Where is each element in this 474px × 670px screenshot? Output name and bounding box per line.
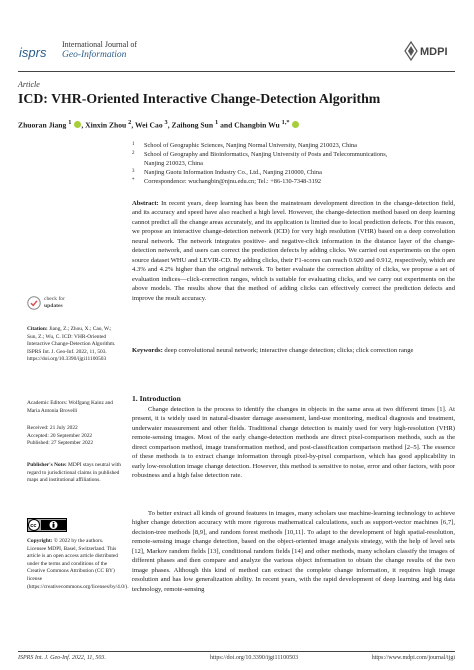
- intro-paragraph-2: [132, 509, 455, 594]
- cc-by-license-icon[interactable]: [27, 518, 67, 532]
- section-heading: 1. Introduction: [132, 394, 181, 403]
- affiliation-marker: 2: [128, 119, 132, 126]
- affiliation-number: 2: [132, 151, 135, 156]
- affiliation-marker: 1: [68, 119, 72, 126]
- affiliation-marker: 3: [164, 119, 168, 126]
- article-title: ICD: VHR-Oriented Interactive Change-Detection Algorithm: [18, 91, 381, 106]
- header-divider: [18, 71, 455, 72]
- author-list: [18, 119, 299, 130]
- author-name[interactable]: , Xinxin Zhou: [81, 120, 127, 130]
- journal-name: [62, 40, 137, 60]
- publisher-note-text: MDPI stays neutral with regard to jurisdictional claims in published maps and institutional affiliations.: [27, 462, 121, 484]
- check-for-updates-link[interactable]: [44, 296, 65, 310]
- accepted-date: Accepted: 20 September 2022: [27, 432, 93, 439]
- affiliation-text: School of Geography and Bioinformatics, Nanjing University of Posts and Telecommunications,: [144, 151, 388, 158]
- footer-journal-link[interactable]: https://www.mdpi.com/journal/ijgi: [371, 655, 455, 661]
- author-name[interactable]: , Zaihong Sun: [167, 120, 214, 130]
- updates-line1: check for: [44, 296, 65, 302]
- affiliation-text: Nanjing 210023, China: [144, 160, 203, 167]
- footer-citation: ISPRS Int. J. Geo-Inf. 2022, 11, 503.: [18, 655, 106, 661]
- author-name[interactable]: Zhuoran Jiang: [18, 120, 67, 130]
- affiliation-number: *: [132, 178, 135, 183]
- footer-doi-link[interactable]: https://doi.org/10.3390/ijgi11100503: [210, 655, 299, 661]
- abstract: [132, 199, 455, 303]
- mdpi-logo: [403, 40, 455, 62]
- affiliation-text: School of Geographic Sciences, Nanjing Normal University, Nanjing 210023, China: [144, 142, 357, 149]
- academic-editors: Academic Editors: Wolfgang Kainz and Maria Antonia Brovelli: [27, 400, 113, 414]
- citation-text[interactable]: Jiang, Z.; Zhou, X.; Cao, W.; Sun, Z.; Wu, C. ICD: VHR-Oriented Interactive Change-Detection Algorithm. ISPRS Int. J. Geo-Inf. 2022, 11, 503. https://doi.org/10.3390/ijgi11100503: [27, 326, 116, 363]
- keywords: [132, 346, 455, 355]
- journal-logo-text: isprs: [19, 45, 47, 60]
- article-type: Article: [18, 80, 40, 89]
- orcid-icon[interactable]: [292, 121, 299, 128]
- publication-dates: [27, 425, 121, 448]
- publisher-note: [27, 462, 121, 485]
- intro-paragraph-1: [132, 405, 455, 481]
- keywords-text: deep convolutional neural network; interactive change detection; clicks; click correction range: [162, 347, 414, 354]
- copyright-block: [27, 538, 129, 591]
- copyright-label: Copyright:: [27, 538, 53, 544]
- paragraph-text: Change detection is the process to identify the changes in objects in the same area at two different times [1]. At present, it is widely used in natural-disaster damage assessment, land-use monitoring, medical diagnosis and treatment, underwater measurement and other fields. Traditional change detection is mainly used for very high-resolution (VHR) remote-sensing images. Most of the early change-detection methods are direct pixel-comparison methods, such as the direct comparison method, image transformation method, and post-classification comparison method [2–5]. The essence of these methods is to extract change information through pixel-by-pixel comparison, which has good applicability in early low-resolution image change detection. However, this method is sensitive to noise, error and other factors, with poor robustness and a high false detection rate.: [132, 406, 455, 480]
- copyright-text: © 2022 by the authors. Licensee MDPI, Basel, Switzerland. This article is an open access article distributed under the terms and conditions of the Creative Commons Attribution (CC BY) license (https://creativecommons.org/licenses/by/4.0/).: [27, 538, 129, 590]
- affiliation-marker: 1,*: [281, 119, 290, 126]
- affiliation-number: 3: [132, 169, 135, 174]
- citation-label: Citation:: [27, 326, 48, 332]
- journal-name-line2: Geo-Information: [62, 50, 127, 60]
- author-name[interactable]: , Wei Cao: [131, 120, 163, 130]
- affiliation-number: 1: [132, 142, 135, 147]
- abstract-label: Abstract:: [132, 200, 159, 207]
- citation-block: [27, 326, 121, 364]
- cc-logo-text: cc: [30, 523, 37, 529]
- isprs-journal-logo: [18, 42, 58, 62]
- received-date: Received: 21 July 2022: [27, 425, 78, 431]
- affiliation-marker: 1: [215, 119, 219, 126]
- correspondence-text[interactable]: Correspondence: wuchangbin@njnu.edu.cn; Tel.: +86-130-7348-3192: [144, 178, 322, 185]
- journal-name-line1: International Journal of: [62, 40, 138, 49]
- footer-divider: [18, 651, 455, 652]
- author-name[interactable]: and Changbin Wu: [218, 120, 280, 130]
- affiliation-text: Nanjing Guotu Information Industry Co., Ltd., Nanjing 210000, China: [144, 169, 322, 176]
- updates-line2: updates: [44, 303, 63, 309]
- paragraph-text: To better extract all kinds of ground features in images, many scholars use machine-learning technology to achieve higher change detection accuracy with more rigorous mathematical calculations, such as support-vector machines [6,7], decision-tree methods [8,9], and random forest methods [10,11]. To adapt to the development of high spatial-resolution, remote-sensing image change detection, based on the object-oriented image analysis strategy, with the help of level sets [12], Markov random fields [13], conditional random fields [14] and other methods, many scholars classify the images of different phases and then compare and analyze the various object information to obtain the change results of the two image phases. Although this kind of method can extract the complete change information, it requires high image resolution and has low generalization ability. In recent years, with the rapid development of deep learning and big data technology, remote-sensing: [132, 510, 455, 593]
- mdpi-logo-text: MDPI: [420, 46, 448, 58]
- check-for-updates-icon[interactable]: [27, 296, 41, 310]
- keywords-label: Keywords:: [132, 347, 163, 354]
- abstract-text: In recent years, deep learning has been the mainstream development direction in the change-detection field, and its accuracy and speed have also reached a high level. However, the change-detection method based on deep learning cannot predict all the change areas accurately, and its application is limited due to local prediction defects. For this reason, we propose an interactive change-detection network (ICD) for very high resolution (VHR) based on a deep convolution neural network. The network integrates positive- and negative-click information in the distance layer of the change-detection network, and users can correct the prediction defects by adding clicks. We carried out experiments on the open source dataset WHU and LEVIR-CD. By adding clicks, their F1-scores can reach 0.920 and 0.912, respectively, which are 4.3% and 4.2% higher than the original network. To better evaluate the correction ability of clicks, we propose a set of evaluation indices—click-correction ranges, which is suitable for evaluating clicks, and we carry out experiments on the above models. The results show that the method of adding clicks can effectively correct the prediction defects and improve the result accuracy.: [132, 200, 455, 302]
- publisher-note-label: Publisher's Note:: [27, 462, 67, 468]
- published-date: Published: 27 September 2022: [27, 440, 94, 447]
